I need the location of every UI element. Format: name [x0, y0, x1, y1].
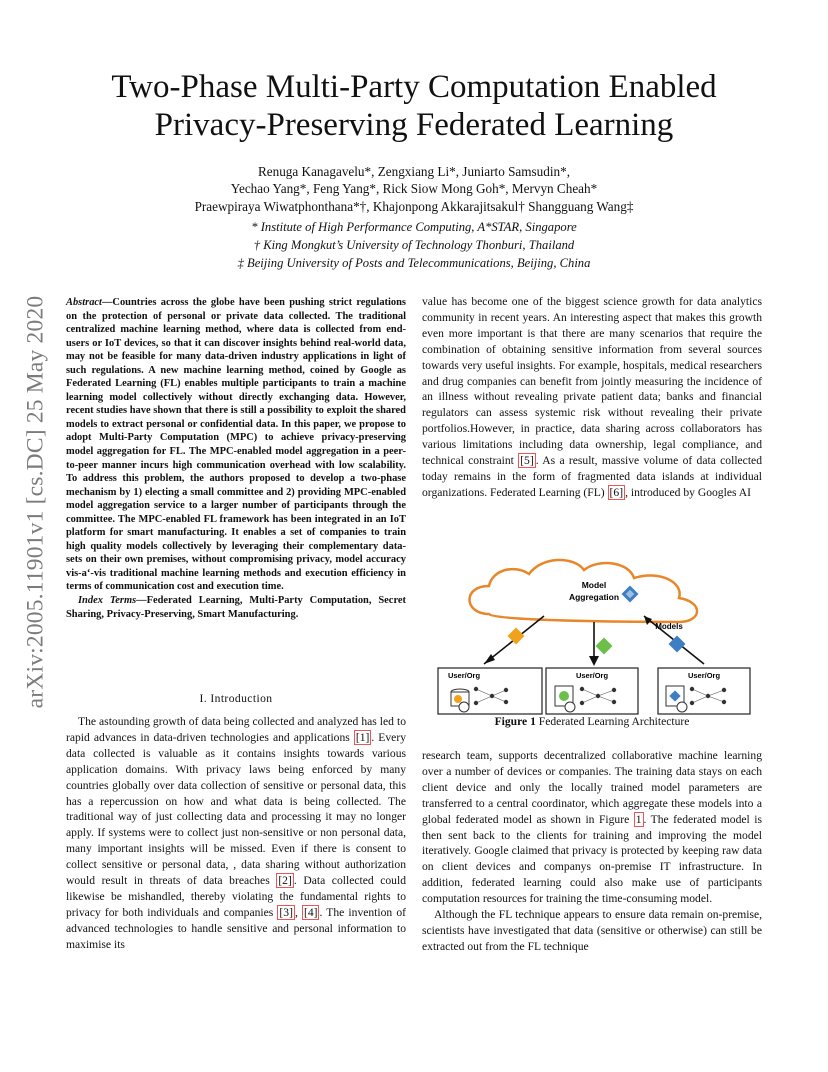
citation-link[interactable]: [5] [520, 454, 534, 468]
affiliation-2: † King Mongkut’s University of Technology Thonburi, Thailand [253, 238, 575, 252]
affiliation-1: * Institute of High Performance Computing, A*STAR, Singapore [251, 220, 577, 234]
caption-label: Figure 1 [494, 715, 536, 728]
citation-link[interactable]: [6] [609, 485, 624, 499]
figure-reference-link[interactable]: 1 [635, 812, 642, 826]
body-text: research team, supports decentralized collaborative machine learning over a number of devices or companies. The training data stays on each client device and only the locally trained model parameters are transferred to a central coordinator, which aggregate these models into a global federated model as shown in Figure [422, 749, 762, 826]
right-column-bottom [422, 748, 762, 955]
author-list [60, 163, 768, 215]
abstract-text: —Countries across the globe have been pushing strict regulations on the protection of personal or private data collected. The traditional centralized machine learning method, where data is collected from end-users or IoT devices, so that it can discover insights behind real-world data, may not be feasible for many data-driven industry applications in light of such regulations. A new machine learning method, coined by Google as Federated Learning (FL) enables multiple participants to train a machine learning model collectively without directly exchanging data. However, recent studies have shown that there is still a possibility to exploit the shared models to extract personal or confidential data. In this paper, we propose to adopt Multi-Party Computation (MPC) to achieve privacy-preserving model aggregation for FL. The MPC-enabled model aggregation in a peer-to-peer manner incurs high communication overhead with low scalability. To address this problem, the authors proposed to develop a two-phase mechanism by 1) electing a small committee and 2) providing MPC-enabled model aggregation service to a larger number of participants through the committee. The MPC-enabled FL framework has been integrated in an IoT platform for smart manufacturing. It enables a set of companies to train high quality models collectively by leveraging their complementary data-sets on their own premises, without compromising privacy, model accuracy vis-a‘-vis traditional machine learning methods and execution efficiency in terms of communication cost and execution time. [66, 297, 406, 593]
body-text: . As a result, massive volume of data collected today remains in the form of fragmented data islands at individual organizations. Federated Learning (FL) [422, 454, 762, 499]
model-diamond-icon [596, 638, 613, 655]
abstract [66, 296, 406, 621]
citation-link[interactable]: [3] [279, 905, 293, 919]
citation-link[interactable]: [4] [303, 905, 318, 919]
model-diamond-icon [508, 628, 525, 645]
intro-text: , [294, 905, 302, 919]
abstract-label: Abstract [66, 297, 102, 308]
intro-text: . Data collected could likewise be mishandled, thereby violating the fundamental rights to privacy for both individuals and companies [66, 874, 406, 919]
citation-link[interactable]: [1] [355, 730, 370, 744]
org-box-3 [658, 668, 750, 714]
affiliation-3: ‡ Beijing University of Posts and Telecommunications, Beijing, China [237, 256, 591, 270]
models-label: Models [655, 622, 683, 631]
right-column-top [422, 294, 762, 501]
affiliations [60, 218, 768, 272]
org-label-2: User/Org [575, 671, 609, 680]
cloud-shape [469, 560, 697, 622]
org-box-1 [438, 668, 542, 714]
intro-text: . The invention of advanced technologies to handle sensitive and personal information to maximise its [66, 905, 406, 951]
figure-caption [422, 715, 762, 728]
caption-text: Federated Learning Architecture [535, 715, 690, 728]
intro-text: . Every data collected is valuable as it contains insights towards various application domains. With privacy laws being enforced by many countries globally over data collection of sensitive or personal data, this has a repercussion on how and what data is being collected. The traditional way of just collecting data and processing it may no longer apply. If systems were to collect just non-sensitive or non personal data, many important insights will be missed. Even if there is consent to collect sensitive or personal data, , data sharing without authorization would result in threats of data breaches [66, 730, 406, 888]
title-line-1: Two-Phase Multi-Party Computation Enabled [111, 69, 717, 105]
index-terms-text: —Federated Learning, Multi-Party Computation, Secret Sharing, Privacy-Preserving, Smart Manufacturing. [66, 595, 406, 620]
org-label-3: User/Org [687, 671, 721, 680]
body-text: , introduced by Googles AI [625, 485, 751, 499]
federated-learning-figure [434, 556, 754, 716]
cloud-label-2: Aggregation [568, 592, 620, 602]
paper-title [60, 68, 768, 144]
body-text: value has become one of the biggest science growth for data analytics community in recent years. An interesting aspect that makes this growth even more important is that there are many scenarios that require the combination of obtaining sensitive information from several sources towards very useful insights. For example, hospitals, medical researchers and drug companies can benefit from jointly measuring the incidence of an illness without revealing private patient data; banks and financial regulators can assess systemic risk without revealing their private portfolios.However, in practice, data sharing across collaborators has various limitations including data ownership, legal compliance, and technical constraint [422, 295, 762, 468]
authors-line-1: Renuga Kanagavelu*, Zengxiang Li*, Juniarto Samsudin*, [257, 164, 571, 179]
authors-line-3: Praewpiraya Wiwatphonthana*†, Khajonpong Akkarajitsakul† Shangguang Wang‡ [194, 198, 634, 214]
body-paragraph: Although the FL technique appears to ensure data remain on-premise, scientists have investigated that data (sensitive or otherwise) can still be extracted out from the FL technique [422, 908, 762, 953]
citation-link[interactable]: [2] [278, 874, 292, 888]
cloud-label-1: Model [581, 580, 607, 590]
org-box-2 [546, 668, 638, 714]
arxiv-stamp: arXiv:2005.11901v1 [cs.DC] 25 May 2020 [22, 295, 49, 709]
intro-text: The astounding growth of data being collected and analyzed has led to rapid advances in data-driven technologies and applications [66, 715, 406, 744]
org-label-1: User/Org [447, 671, 481, 680]
authors-line-2: Yechao Yang*, Feng Yang*, Rick Siow Mong Goh*, Mervyn Cheah* [230, 181, 598, 197]
title-line-2: Privacy-Preserving Federated Learning [154, 107, 674, 143]
body-text: . The federated model is then sent back to the clients for training and improving the model iteratively. Google claimed that privacy is protected by keeping raw data on client devices and companys on-premise IT infrastructure. In addition, federated learning could also make use of participants computation resources for training the time-consuming model. [422, 812, 762, 906]
index-terms-label: Index Terms [78, 595, 137, 607]
section-heading-introduction: I. Introduction [199, 692, 273, 705]
introduction-text [66, 714, 406, 953]
